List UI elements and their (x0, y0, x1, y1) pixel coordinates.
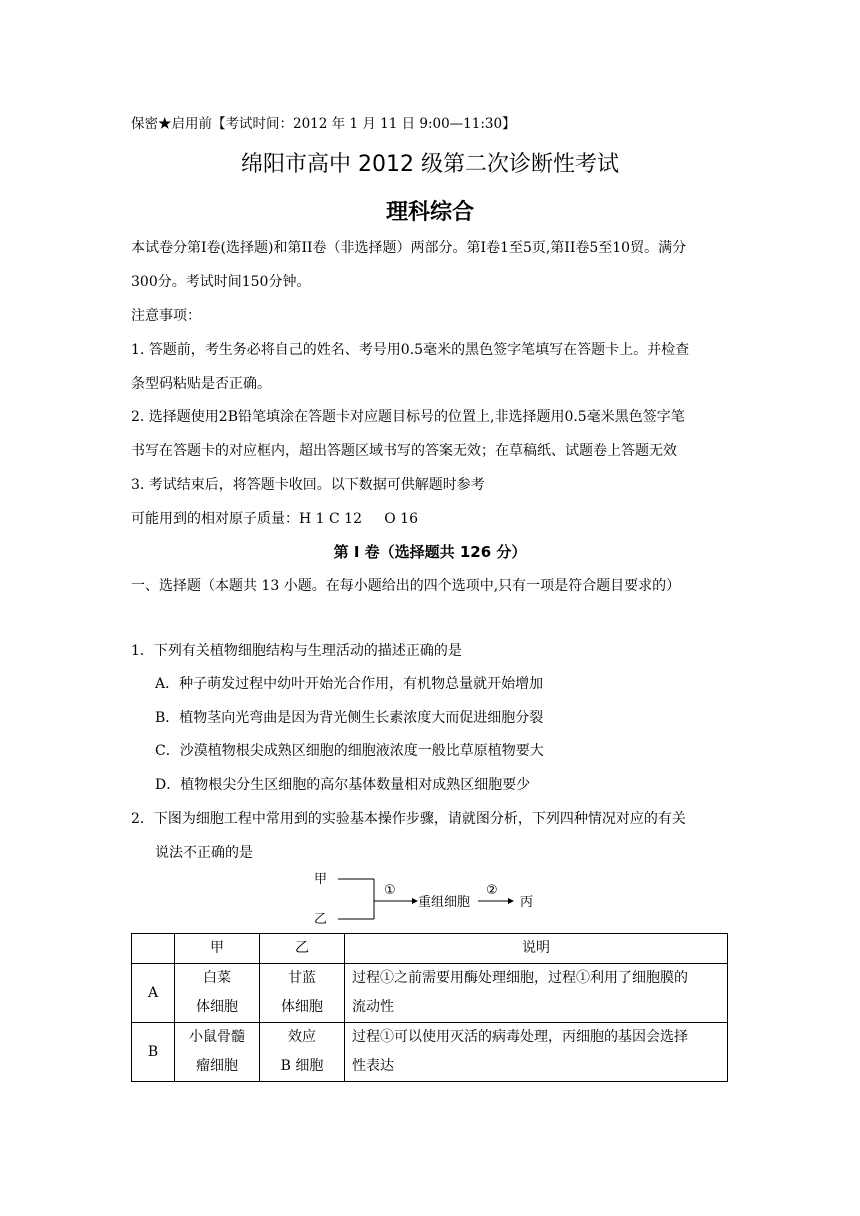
section-instruction: 一、选择题（本题共 13 小题。在每小题给出的四个选项中,只有一项是符合题目要求的） (131, 578, 681, 594)
row-yi-line: 体细胞 (281, 999, 323, 1015)
table-header-desc: 说明 (345, 934, 728, 964)
notice-label: 注意事项： (131, 308, 201, 324)
notice-item-2-cont: 书写在答题卡的对应框内，超出答题区域书写的答案无效；在草稿纸、试题卷上答题无效 (131, 443, 677, 459)
notice-item-2: 2. 选择题使用2B铅笔填涂在答题卡对应题目标号的位置上,非选择题用0.5毫米黑色签字笔 (131, 409, 685, 425)
table-row (132, 1023, 728, 1082)
diagram-step-2: ② (486, 883, 498, 898)
row-yi-line: B 细胞 (280, 1058, 324, 1074)
q2-stem-line-1: 2．下图为细胞工程中常用到的实验基本操作步骤，请就图分析，下列四种情况对应的有关 (131, 811, 686, 827)
cell-engineering-diagram (300, 868, 560, 928)
notice-item-1-cont: 条型码粘贴是否正确。 (131, 376, 271, 392)
row-desc-line: 性表达 (352, 1058, 394, 1074)
diagram-arrowhead-2 (508, 898, 514, 904)
row-jia-cell (175, 1023, 260, 1082)
q2-stem-line-2: 说法不正确的是 (155, 845, 253, 861)
row-jia-line: 体细胞 (196, 999, 238, 1015)
table-header-row (132, 934, 728, 964)
row-jia-line: 小鼠骨髓 (189, 1029, 245, 1045)
q1-option-b: B．植物茎向光弯曲是因为背光侧生长素浓度大而促进细胞分裂 (155, 710, 544, 726)
table-row (132, 964, 728, 1023)
diagram-label-bing: 丙 (520, 895, 534, 910)
confidential-line: 保密★启用前【考试时间：2012 年 1 月 11 日 9:00—11:30】 (131, 116, 516, 132)
notice-item-3: 3. 考试结束后，将答题卡收回。以下数据可供解题时参考 (131, 477, 485, 493)
row-yi-cell (260, 1023, 345, 1082)
table-header-yi: 乙 (260, 934, 345, 964)
diagram-middle-label: 重组细胞 (418, 895, 471, 910)
table-header-jia: 甲 (175, 934, 260, 964)
intro-line-1: 本试卷分第I卷(选择题)和第II卷（非选择题）两部分。第I卷1至5页,第II卷5至10贸。满分 (131, 240, 687, 256)
notice-item-1: 1. 答题前，考生务必将自己的姓名、考号用0.5毫米的黑色签字笔填写在答题卡上。并检查 (131, 342, 690, 358)
diagram-label-jia: 甲 (314, 872, 328, 887)
atomic-mass-line: 可能用到的相对原子质量：H 1 C 12 O 16 (131, 511, 418, 527)
row-yi-cell (260, 964, 345, 1023)
section-title: 第 I 卷（选择题共 126 分） (333, 543, 527, 561)
diagram-step-1: ① (384, 883, 396, 898)
row-desc-cell (345, 964, 728, 1023)
q2-options-table (131, 933, 728, 1082)
diagram-label-yi: 乙 (314, 912, 328, 927)
exam-subtitle: 理科综合 (385, 200, 474, 225)
row-desc-line: 过程①之前需要用酶处理细胞，过程①利用了细胞膜的 (352, 970, 688, 986)
row-yi-line: 甘蓝 (288, 970, 316, 986)
row-label: B (132, 1023, 175, 1082)
q1-stem: 1．下列有关植物细胞结构与生理活动的描述正确的是 (131, 643, 462, 659)
table-header-empty (132, 934, 175, 964)
q1-option-c: C．沙漠植物根尖成熟区细胞的细胞液浓度一般比草原植物要大 (155, 743, 544, 759)
row-jia-cell (175, 964, 260, 1023)
intro-line-2: 300分。考试时间150分钟。 (131, 274, 311, 290)
row-desc-cell (345, 1023, 728, 1082)
row-label: A (132, 964, 175, 1023)
row-jia-line: 白菜 (203, 970, 231, 986)
row-desc-line: 流动性 (352, 999, 394, 1015)
row-jia-line: 瘤细胞 (196, 1058, 238, 1074)
exam-title: 绵阳市高中 2012 级第二次诊断性考试 (241, 152, 619, 177)
row-yi-line: 效应 (288, 1029, 316, 1045)
q1-option-a: A．种子萌发过程中幼叶开始光合作用，有机物总量就开始增加 (155, 676, 544, 692)
q1-option-d: D．植物根尖分生区细胞的高尔基体数量相对成熟区细胞要少 (155, 777, 531, 793)
row-desc-line: 过程①可以使用灭活的病毒处理，丙细胞的基因会选择 (352, 1029, 688, 1045)
